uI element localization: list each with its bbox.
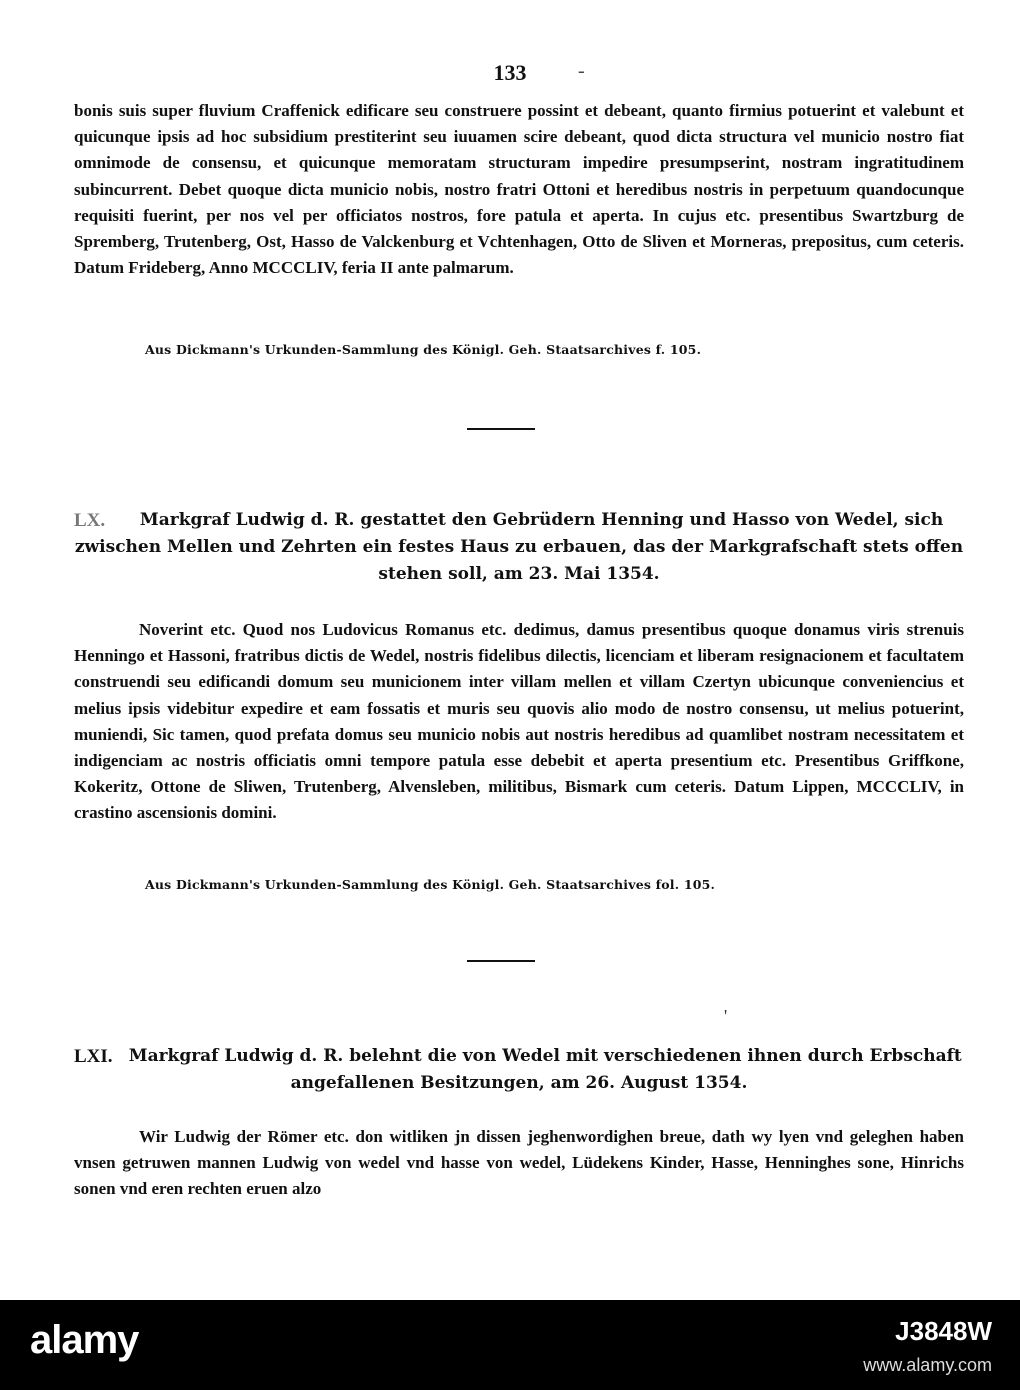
document-body-lx (74, 617, 964, 827)
document-heading-lx (74, 507, 964, 588)
document-text: Noverint etc. Quod nos Ludovicus Romanus etc. dedimus, damus presentibus quoque donamus viris strenuis Henningo et Hassoni, fratribus dictis de Wedel, nostris fidelibus dilectis, licenciam et liberam resignacionem et facultatem construendi seu edificandi domum seu municionem inter villam mellen et villam Czertyn ubicunque conveniencius et melius ipsis videbitur expedire et eam fossatis et muris seu quovis alio modo de nostro consensu, ut melius potuerint, muniendi, Sic tamen, quod prefata domus seu municio nobis aut nostris heredibus ad quamlibet nostram necessitatem et indigenciam ac nostris officiatis omni tempore patula esse debebit et aperta presentium etc. Presentibus Griffkone, Kokeritz, Ottone de Sliwen, Trutenberg, Alvensleben, militibus, Bismark cum ceteris. Datum Lippen, MCCCLIV, in crastino ascensionis domini. (74, 620, 964, 823)
stray-mark: ' (724, 1006, 728, 1026)
section-divider (467, 960, 535, 962)
page-number: 133 (493, 60, 527, 85)
watermark-info (863, 1316, 992, 1376)
watermark-bar (0, 1300, 1020, 1390)
image-id: J3848W (895, 1316, 992, 1346)
document-body-lxi (74, 1124, 964, 1203)
document-number: LXI. (74, 1046, 113, 1067)
alamy-logo: alamy (30, 1318, 139, 1362)
source-citation: Aus Dickmann's Urkunden-Sammlung des Königl. Geh. Staatsarchives f. 105. (145, 342, 702, 357)
document-title: Markgraf Ludwig d. R. belehnt die von Wedel mit verschiedenen ihnen durch Erbschaft angefallenen Besitzungen, am 26. August 1354. (128, 1046, 962, 1093)
continuation-paragraph: bonis suis super fluvium Craffenick edificare seu construere possint et debeant, quanto firmius potuerint et valebunt et quicunque ipsis ad hoc subsidium prestiterint seu iuuamen scire debeant, quod dicta structura vel municio nostro fiat omnimode de consensu, et quicunque memoratam structuram impedire presumpserint, nostram ingratitudinem subincurrent. Debet quoque dicta municio nobis, nostro fratri Ottoni et heredibus nostris in perpetuum quandocunque requisiti fuerint, per nos vel per officiatos nostros, fore patula et aperta. In cujus etc. presentibus Swartzburg de Spremberg, Trutenberg, Ost, Hasso de Valckenburg et Vchtenhagen, Otto de Sliven et Morneras, prepositus, cum ceteris. Datum Frideberg, Anno MCCCLIV, feria II ante palmarum. (74, 101, 964, 278)
section-divider (467, 428, 535, 430)
document-heading-lxi (74, 1043, 964, 1097)
document-text: Wir Ludwig der Römer etc. don witliken jn dissen jeghenwordighen breue, dath wy lyen vnd geleghen haben vnsen getruwen mannen Ludwig von wedel vnd hasse von wedel, Lüdekens Kinder, Hasse, Henninghes sone, Hinrichs sonen vnd eren rechten eruen alzo (74, 1127, 964, 1199)
document-title: Markgraf Ludwig d. R. gestattet den Gebrüdern Henning und Hasso von Wedel, sich zwischen Mellen und Zehrten ein festes Haus zu erbauen, das der Markgrafschaft stets offen stehen soll, am 23. Mai 1354. (74, 510, 964, 584)
watermark-url: www.alamy.com (863, 1355, 992, 1375)
document-number: LX. (74, 510, 106, 531)
source-citation: Aus Dickmann's Urkunden-Sammlung des Königl. Geh. Staatsarchives fol. 105. (145, 877, 716, 892)
stray-mark: - (578, 60, 585, 82)
